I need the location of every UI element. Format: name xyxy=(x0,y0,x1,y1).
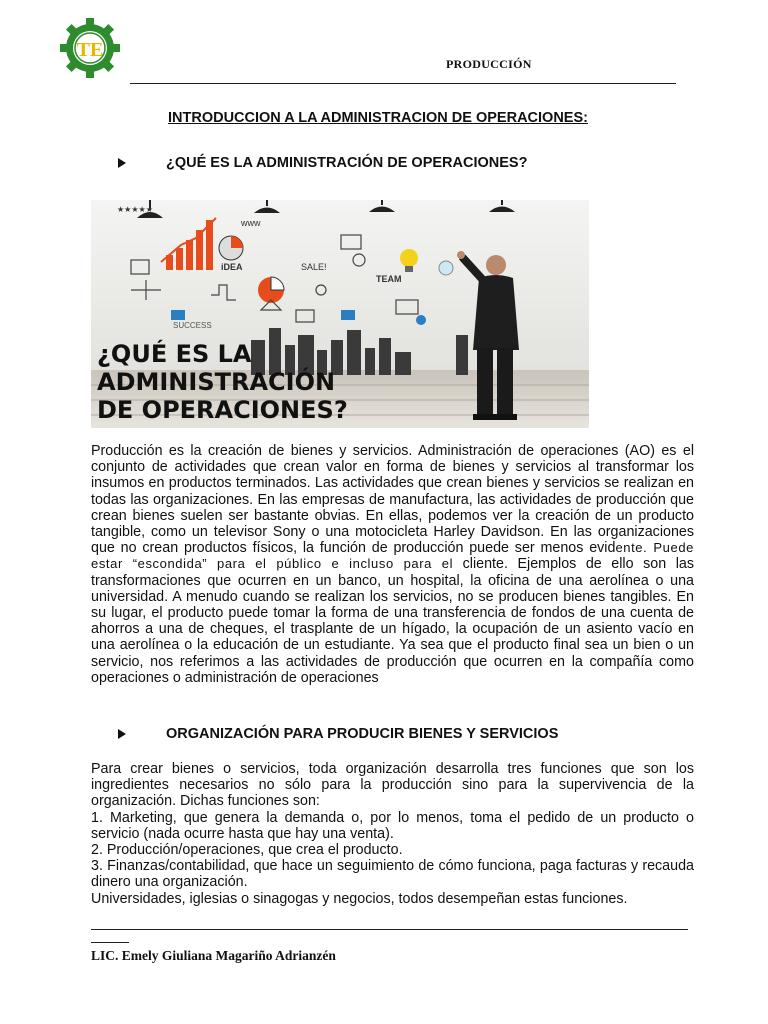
hero-image xyxy=(91,200,589,428)
page-title: INTRODUCCION A LA ADMINISTRACION DE OPERACIONES: xyxy=(168,110,588,126)
header-title: PRODUCCIÓN xyxy=(446,57,532,71)
footer-divider-short xyxy=(91,942,129,943)
header-divider xyxy=(130,83,676,84)
arrow-bullet-icon xyxy=(118,158,126,168)
logo-letters: TE xyxy=(76,39,104,61)
paragraph-2-end: Universidades, iglesias o sinagogas y negocios, todos desempeñan estas funciones. xyxy=(91,890,628,907)
hero-label-team: TEAM xyxy=(376,274,402,284)
paragraph-2 xyxy=(91,761,694,907)
section-heading-2 xyxy=(118,726,558,742)
section-heading-2-text: ORGANIZACIÓN PARA PRODUCIR BIENES Y SERVICIOS xyxy=(166,726,559,742)
hero-label-success: SUCCESS xyxy=(173,321,212,330)
section-heading-1-text: ¿QUÉ ES LA ADMINISTRACIÓN DE OPERACIONES? xyxy=(166,155,528,171)
function-item-1: 1. Marketing, que genera la demanda o, por lo menos, toma el pedido de un producto o servicio (nada ocurre hasta que hay una venta). xyxy=(91,809,694,842)
svg-text:★★★★★: ★★★★★ xyxy=(117,205,153,214)
arrow-bullet-icon xyxy=(118,729,126,739)
paragraph-1 xyxy=(91,443,694,686)
hero-label-idea: iDEA xyxy=(221,262,243,272)
hero-label-www: www xyxy=(241,218,261,228)
paragraph-1-part-a: Producción es la creación de bienes y servicios. Administración de operaciones (AO) es el conjunto de actividades que crean valor en forma de bienes y servicios al transformar los insumos en productos terminados. Las actividades que crean bienes y servicios se realizan en todas las organizaciones. En las empresas de manufactura, las actividades de producción que crean bienes suelen ser bastante obvias. En ellas, podemos ver la creación de un producto tangible, como un televisor Sony o una motocicleta Harley Davidson. En las organizaciones que no crean productos físicos, la función de producción puede ser menos evid xyxy=(91,443,694,557)
paragraph-2-intro: Para crear bienes o servicios, toda organización desarrolla tres funciones que son los ingredientes necesarios no sólo para la producción sino para la supervivencia de la organización. Dichas funciones son: xyxy=(91,761,694,810)
function-item-2: 2. Producción/operaciones, que crea el producto. xyxy=(91,842,403,859)
paragraph-1-part-c: cliente. Ejemplos de ello son las transformaciones que ocurren en un banco, un hospital, la oficina de una aerolínea o una universidad. A menudo cuando se realizan los servicios, no se producen bienes tangibles. En su lugar, el producto puede tomar la forma de una transferencia de fondos de una cuenta de ahorros a una de cheques, el trasplante de un hígado, la ocupación de un asiento vacío en una aerolínea o la educación de un estudiante. Ya sea que el producto final sea un bien o un servicio, nos referimos a las actividades de producción que ocurren en la compañía como operaciones o administración de operaciones xyxy=(91,556,694,686)
hero-text-line-1: ¿QUÉ ES LA xyxy=(97,340,252,368)
hero-text-line-2: ADMINISTRACIÓN xyxy=(97,368,336,396)
section-heading-1 xyxy=(118,155,527,171)
hero-label-sale: SALE! xyxy=(301,262,327,272)
footer-author: LIC. Emely Giuliana Magariño Adrianzén xyxy=(91,948,336,963)
school-logo-gear-icon xyxy=(60,18,120,78)
hero-text-line-3: DE OPERACIONES? xyxy=(97,396,348,424)
footer-divider xyxy=(91,929,688,930)
function-item-3: 3. Finanzas/contabilidad, que hace un seguimiento de cómo funciona, paga facturas y recauda dinero una organización. xyxy=(91,858,694,891)
paragraph-1-part-b: ente. Puede estar “escondida” para el público e incluso para el xyxy=(91,540,694,572)
